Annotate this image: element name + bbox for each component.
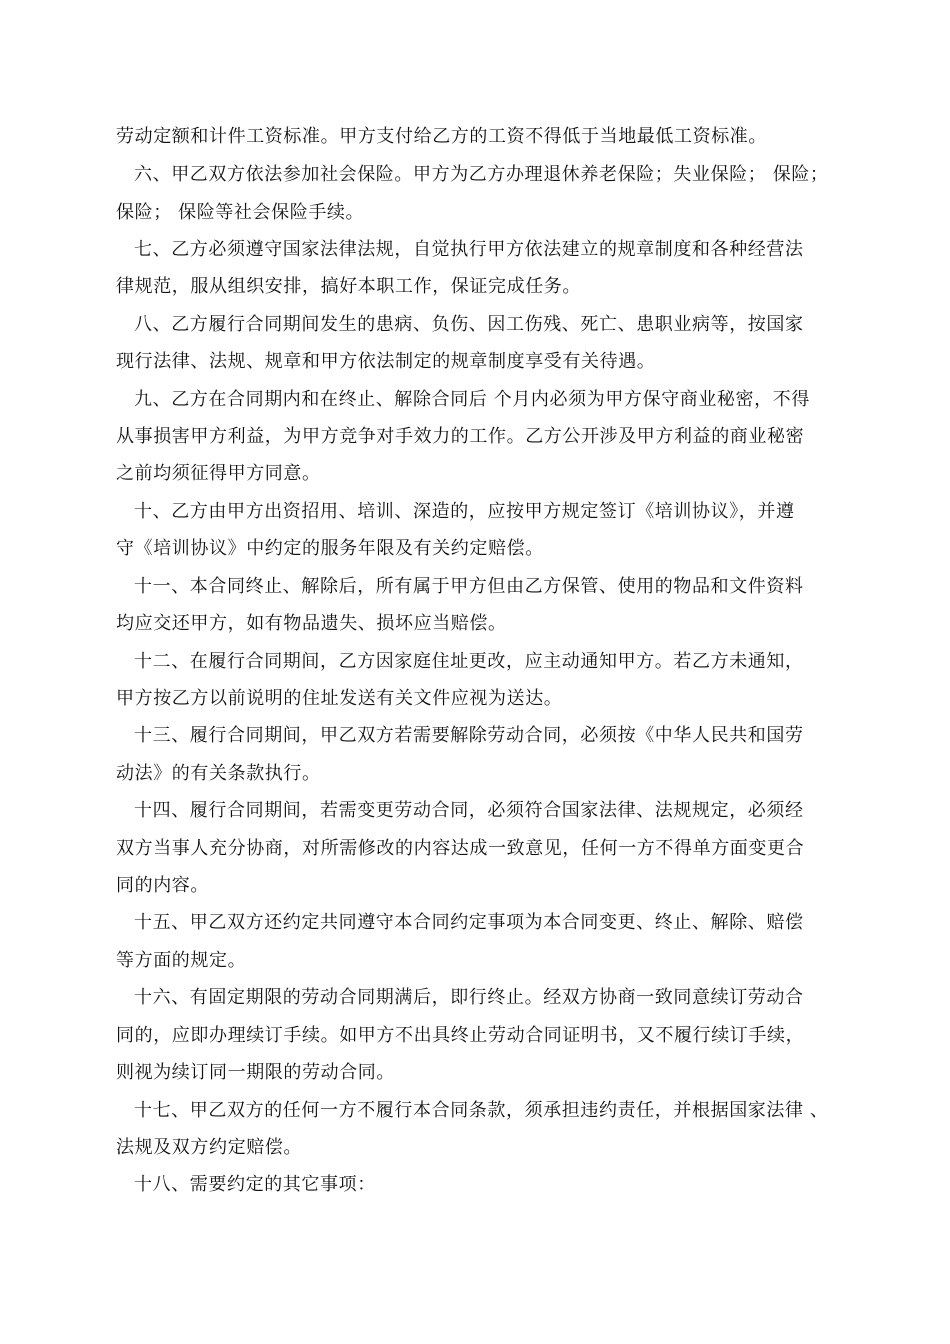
text-line: 从事损害甲方利益，为甲方竞争对手效力的工作。乙方公开涉及甲方利益的商业秘密 bbox=[116, 426, 805, 447]
clause-13-line: 十三、履行合同期间，甲乙双方若需要解除劳动合同，必须按《中华人民共和国劳 bbox=[134, 725, 804, 746]
clause-12-line: 十二、在履行合同期间，乙方因家庭住址更改，应主动通知甲方。若乙方未通知， bbox=[134, 651, 804, 672]
clause-14-line: 十四、履行合同期间，若需变更劳动合同，必须符合国家法律、法规规定，必须经 bbox=[134, 800, 804, 821]
text-line: 等方面的规定。 bbox=[116, 950, 247, 971]
text-line: 律规范，服从组织安排，搞好本职工作，保证完成任务。 bbox=[116, 276, 581, 297]
text-line: 甲方按乙方以前说明的住址发送有关文件应视为送达。 bbox=[116, 688, 563, 709]
text-line: 保险； 保险等社会保险手续。 bbox=[116, 202, 365, 223]
text-line: 均应交还甲方，如有物品遗失、损坏应当赔偿。 bbox=[116, 613, 507, 634]
text-line: 同的内容。 bbox=[116, 875, 209, 896]
clause-15-line: 十五、甲乙双方还约定共同遵守本合同约定事项为本合同变更、终止、解除、赔偿 bbox=[134, 912, 804, 933]
text-line: 双方当事人充分协商，对所需修改的内容达成一致意见，任何一方不得单方面变更合 bbox=[116, 838, 805, 859]
text-line: 同的，应即办理续订手续。如甲方不出具终止劳动合同证明书，又不履行续订手续， bbox=[116, 1025, 805, 1046]
clause-7-line: 七、乙方必须遵守国家法律法规，自觉执行甲方依法建立的规章制度和各种经营法 bbox=[134, 239, 804, 260]
clause-9-line: 九、乙方在合同期内和在终止、解除合同后 个月内必须为甲方保守商业秘密，不得 bbox=[134, 389, 810, 410]
clause-8-line: 八、乙方履行合同期间发生的患病、负伤、因工伤残、死亡、患职业病等，按国家 bbox=[134, 314, 804, 335]
clause-6-line: 六、甲乙双方依法参加社会保险。甲方为乙方办理退休养老保险；失业保险； 保险； bbox=[134, 164, 829, 185]
clause-16-line: 十六、有固定期限的劳动合同期满后，即行终止。经双方协商一致同意续订劳动合 bbox=[134, 987, 804, 1008]
text-line: 守《培训协议》中约定的服务年限及有关约定赔偿。 bbox=[116, 538, 544, 559]
clause-17-line: 十七、甲乙双方的任何一方不履行本合同条款，须承担违约责任，并根据国家法律 、 bbox=[134, 1100, 829, 1121]
text-line: 之前均须征得甲方同意。 bbox=[116, 463, 321, 484]
clause-11-line: 十一、本合同终止、解除后，所有属于甲方但由乙方保管、使用的物品和文件资料 bbox=[134, 576, 804, 597]
text-line: 现行法律、法规、规章和甲方依法制定的规章制度享受有关待遇。 bbox=[116, 351, 656, 372]
text-line: 劳动定额和计件工资标准。甲方支付给乙方的工资不得低于当地最低工资标准。 bbox=[116, 126, 767, 147]
text-line: 动法》的有关条款执行。 bbox=[116, 763, 321, 784]
clause-10-line: 十、乙方由甲方出资招用、培训、深造的，应按甲方规定签订《培训协议》，并遵 bbox=[134, 501, 795, 522]
clause-18-line: 十八、需要约定的其它事项： bbox=[134, 1174, 376, 1195]
text-line: 法规及双方约定赔偿。 bbox=[116, 1137, 302, 1158]
text-line: 则视为续订同一期限的劳动合同。 bbox=[116, 1062, 395, 1083]
